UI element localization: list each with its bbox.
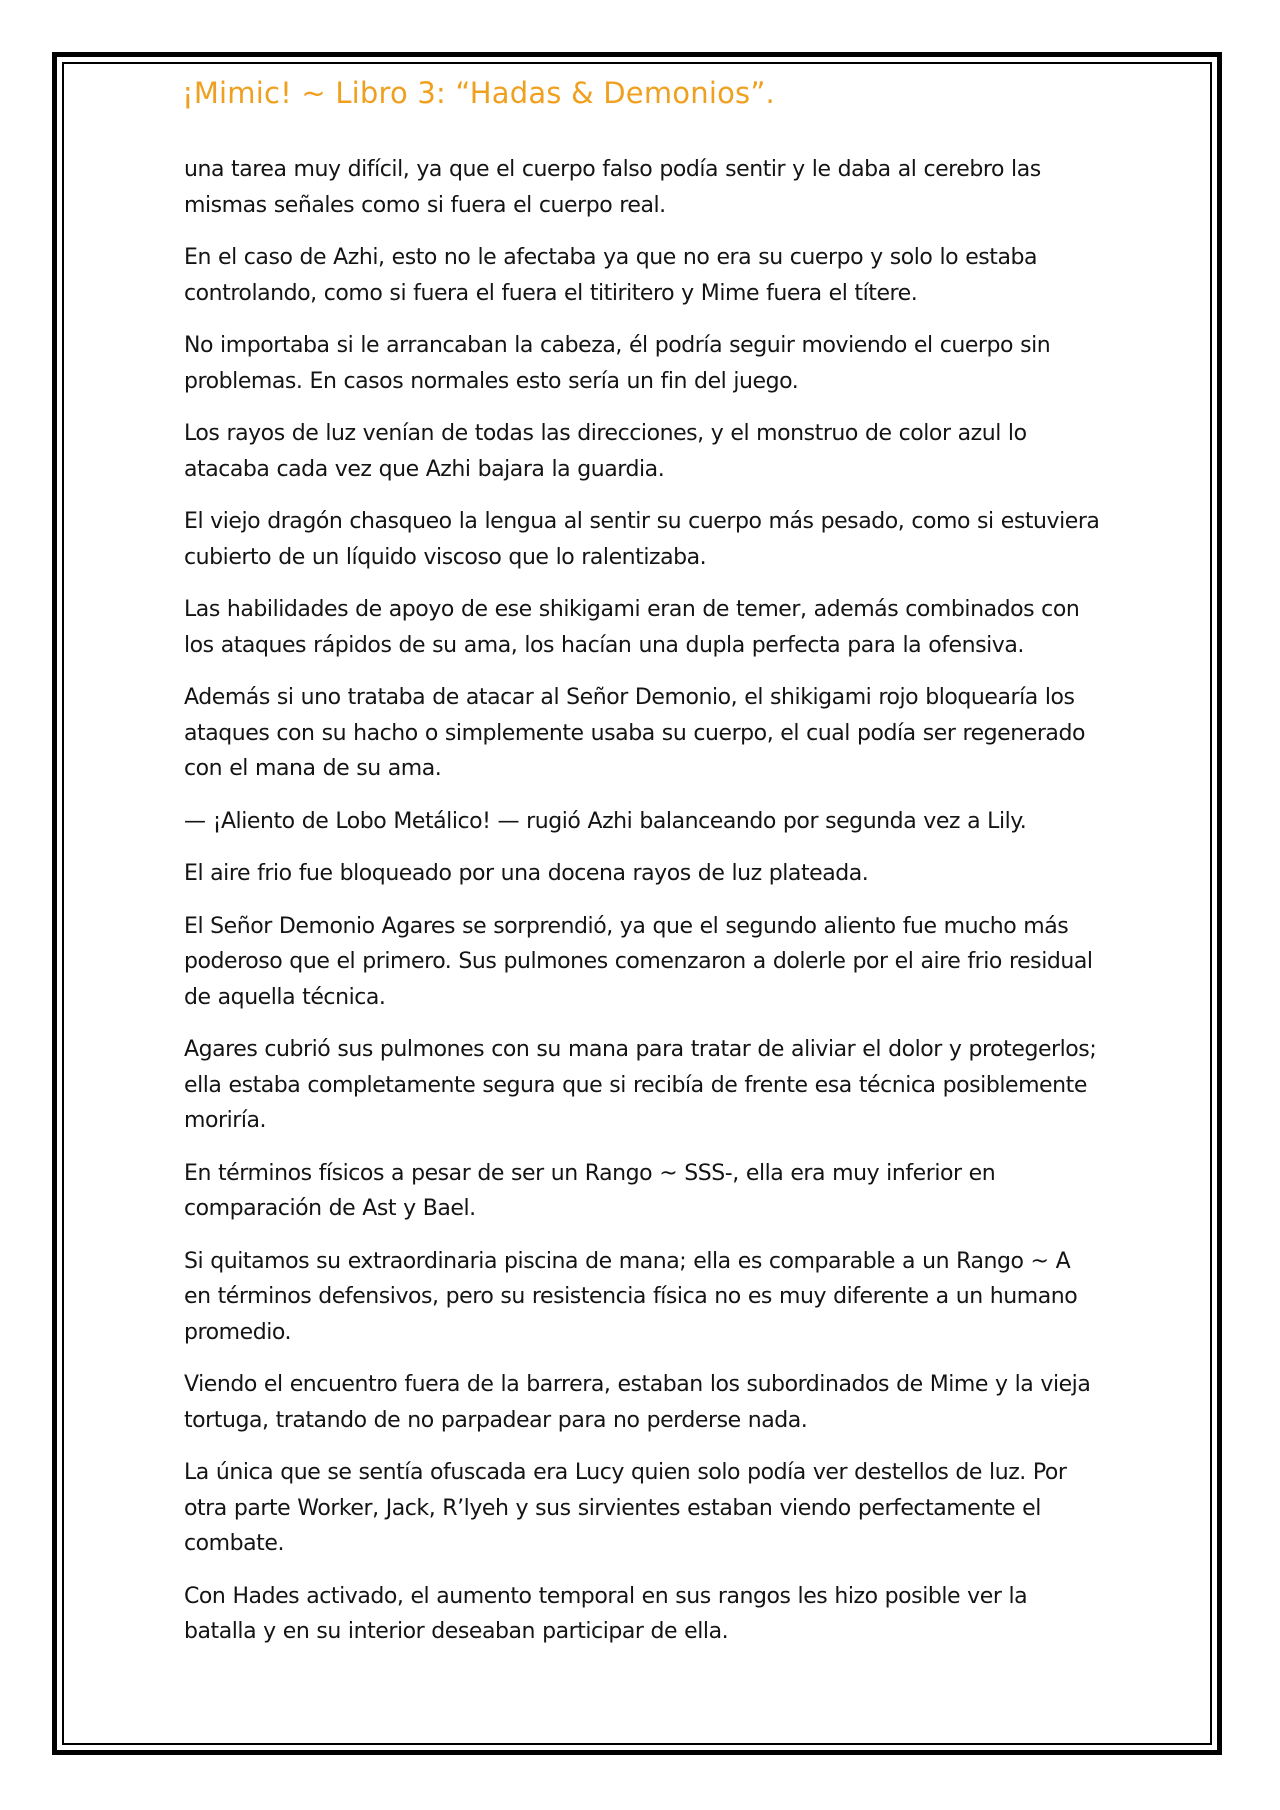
paragraph: Además si uno trataba de atacar al Señor Demonio, el shikigami rojo bloquearía los ataques con su hacho o simplemente usaba su cuerpo, el cual podía ser regenerado con el mana de su ama. — [184, 685, 1085, 781]
paragraph: Las habilidades de apoyo de ese shikigami eran de temer, además combinados con los ataques rápidos de su ama, los hacían una dupla perfecta para la ofensiva. — [184, 597, 1080, 658]
paragraph: Con Hades activado, el aumento temporal en sus rangos les hizo posible ver la batalla y en su interior deseaban participar de ella. — [184, 1583, 1028, 1644]
paragraph: Agares cubrió sus pulmones con su mana para tratar de aliviar el dolor y protegerlos; ella estaba completamente segura que si recibía de frente esa técnica posiblemente moriría. — [184, 1037, 1097, 1133]
paragraph: Si quitamos su extraordinaria piscina de mana; ella es comparable a un Rango ~ A en términos defensivos, pero su resistencia física no es muy diferente a un humano promedio. — [184, 1248, 1078, 1345]
paragraph: En términos físicos a pesar de ser un Rango ~ SSS-, ella era muy inferior en comparación de Ast y Bael. — [184, 1160, 996, 1221]
paragraph: La única que se sentía ofuscada era Lucy quien solo podía ver destellos de luz. Por otra parte Worker, Jack, R’lyeh y sus sirvientes estaban viendo perfectamente el combate. — [184, 1460, 1067, 1556]
book-header-title: ¡Mimic! ~ Libro 3: “Hadas & Demonios”. — [182, 76, 775, 110]
body-text — [184, 152, 1100, 1667]
paragraph: — ¡Aliento de Lobo Metálico! — rugió Azhi balanceando por segunda vez a Lily. — [184, 808, 1027, 834]
paragraph: El viejo dragón chasqueo la lengua al sentir su cuerpo más pesado, como si estuviera cubierto de un líquido viscoso que lo ralentizaba. — [184, 509, 1100, 570]
paragraph: El aire frio fue bloqueado por una docena rayos de luz plateada. — [184, 861, 869, 886]
paragraph: No importaba si le arrancaban la cabeza, él podría seguir moviendo el cuerpo sin problemas. En casos normales esto sería un fin del juego. — [184, 333, 1051, 394]
paragraph: El Señor Demonio Agares se sorprendió, ya que el segundo aliento fue mucho más poderoso que el primero. Sus pulmones comenzaron a dolerle por el aire frio residual de aquella técnica. — [184, 913, 1093, 1010]
paragraph: En el caso de Azhi, esto no le afectaba ya que no era su cuerpo y solo lo estaba controlando, como si fuera el fuera el titiritero y Mime fuera el títere. — [184, 245, 1038, 306]
paragraph: Los rayos de luz venían de todas las direcciones, y el monstruo de color azul lo atacaba cada vez que Azhi bajara la guardia. — [184, 421, 1027, 482]
paragraph: una tarea muy difícil, ya que el cuerpo falso podía sentir y le daba al cerebro las mismas señales como si fuera el cuerpo real. — [184, 157, 1041, 218]
paragraph: Viendo el encuentro fuera de la barrera, estaban los subordinados de Mime y la vieja tortuga, tratando de no parpadear para no perderse nada. — [184, 1372, 1091, 1433]
